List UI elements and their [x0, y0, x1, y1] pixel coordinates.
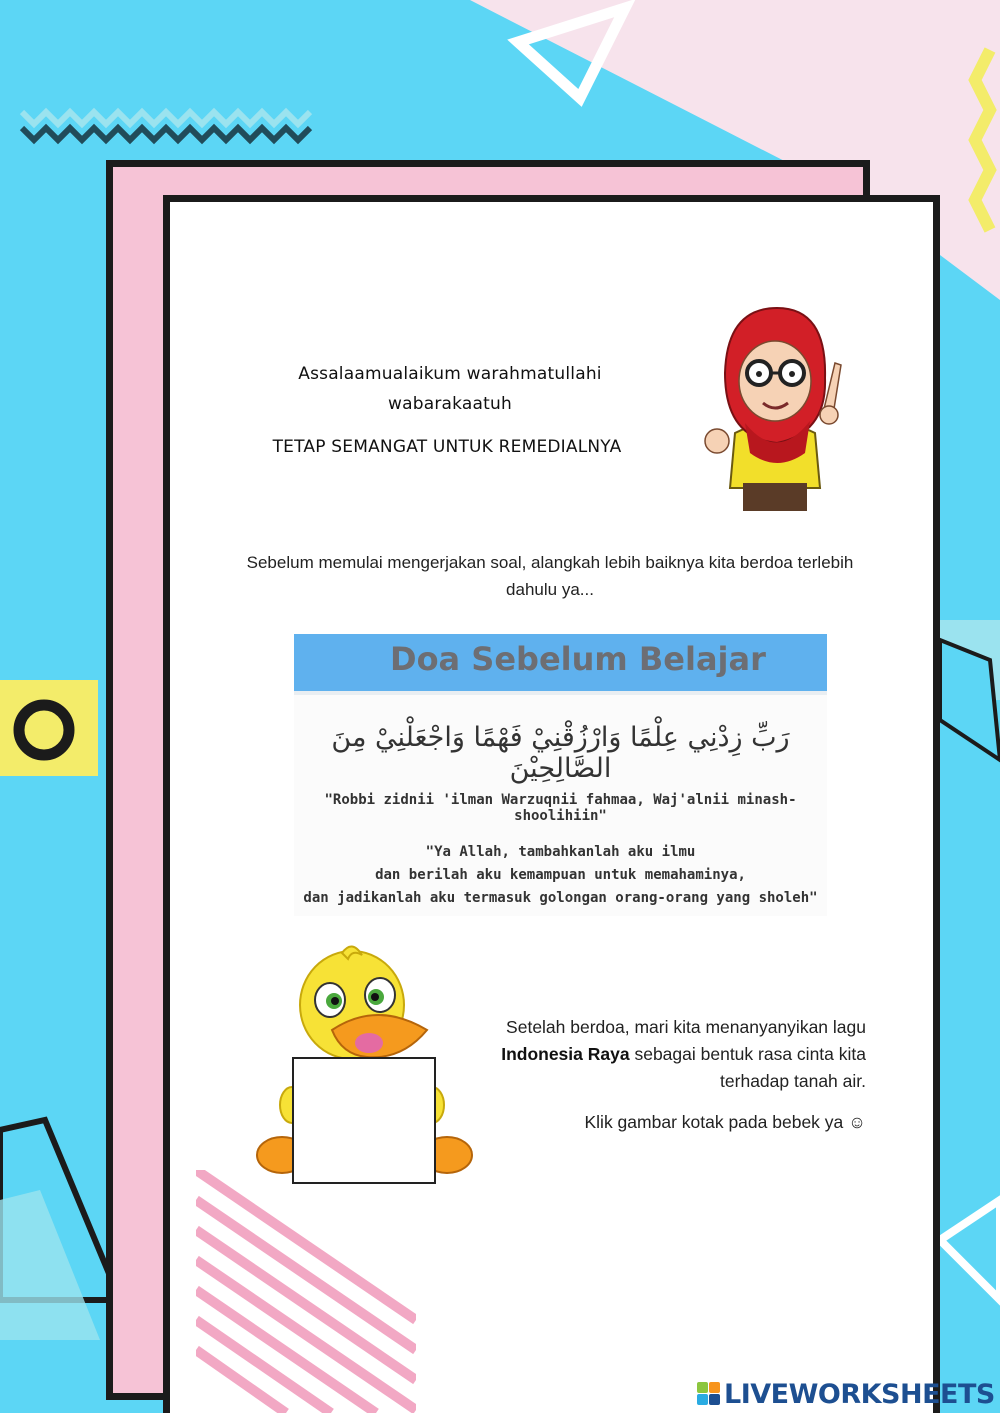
song-line-1: Setelah berdoa, mari kita menanyanyikan lagu: [506, 1017, 866, 1037]
doa-meaning-line-2: dan berilah aku kemampuan untuk memahaminya,: [375, 867, 746, 883]
duck-board-button[interactable]: [292, 1057, 436, 1184]
greeting-line-3: TETAP SEMANGAT UNTUK REMEDIALNYA: [272, 437, 622, 457]
doa-meaning-line-3: dan jadikanlah aku termasuk golongan orang-orang yang sholeh": [303, 890, 818, 906]
watermark-text: LIVEWORKSHEETS: [724, 1378, 995, 1410]
song-line-2: [470, 1041, 866, 1068]
intro-line-2: dahulu ya...: [506, 580, 594, 599]
song-title: Indonesia Raya: [501, 1044, 630, 1064]
doa-card: [294, 634, 827, 916]
liveworksheets-logo-icon: [697, 1382, 721, 1406]
stripes-decoration: [196, 1170, 416, 1413]
liveworksheets-watermark: [697, 1378, 995, 1410]
song-line-3: terhadap tanah air.: [720, 1071, 866, 1091]
doa-meaning-line-1: "Ya Allah, tambahkanlah aku ilmu: [425, 844, 696, 860]
song-line-2-rest: sebagai bentuk rasa cinta kita: [629, 1044, 866, 1064]
doa-header: [294, 634, 827, 695]
greeting-line-2: wabarakaatuh: [388, 394, 512, 414]
doa-latin-text: "Robbi zidnii 'ilman Warzuqnii fahmaa, Waj'alnii minash-shoolihiin": [324, 792, 797, 824]
click-instruction: Klik gambar kotak pada bebek ya ☺: [584, 1112, 866, 1132]
greeting-line-1: Assalaamualaikum warahmatullahi: [298, 364, 602, 384]
intro-line-1: Sebelum memulai mengerjakan soal, alangkah lebih baiknya kita berdoa terlebih: [246, 553, 854, 572]
doa-title: Doa Sebelum Belajar: [390, 640, 766, 678]
doa-arabic-text: رَبِّ زِدْنِي عِلْمًا وَارْزُقْنِيْ فَهْمًا وَاجْعَلْنِيْ مِنَ الصَّالِحِيْنَ: [331, 722, 790, 784]
girl-hijab-illustration: [695, 303, 855, 513]
